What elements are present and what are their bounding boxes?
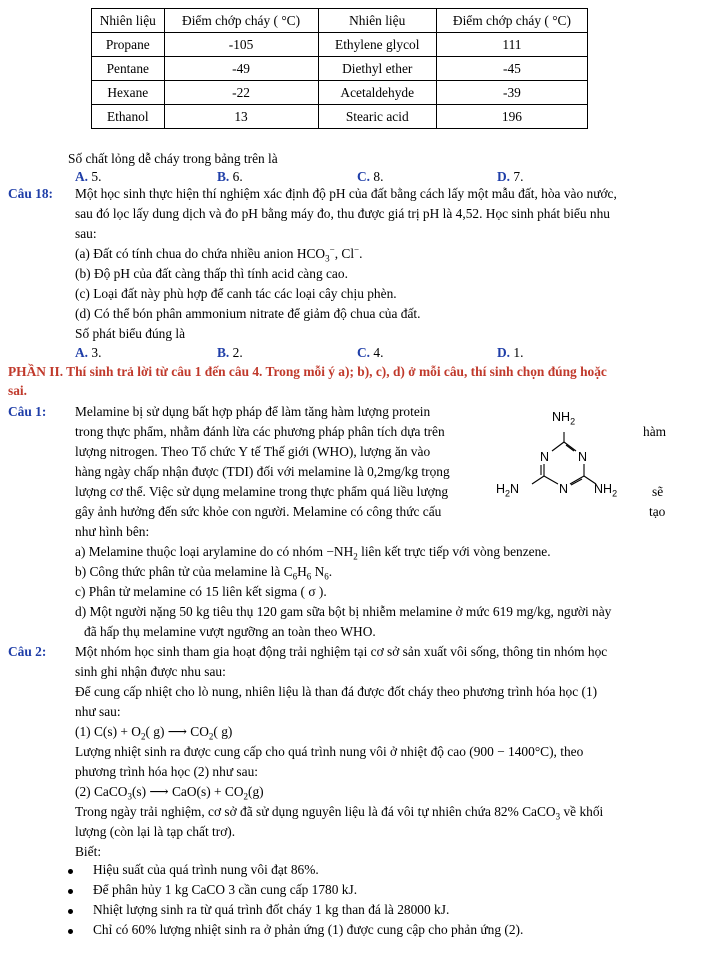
formula-sub: 6: [306, 571, 312, 582]
table-cell: Propane: [92, 33, 165, 57]
c2-bullet-item: Nhiệt lượng sinh ra từ quá trình đốt cháy 1 kg than đá là 28000 kJ.: [93, 902, 450, 917]
table-cell: -49: [164, 57, 318, 81]
formula-part: , Cl: [334, 246, 355, 261]
c1-side-word: tạo: [649, 504, 666, 519]
c1-side-word: hàm: [643, 424, 667, 439]
table-cell: Ethylene glycol: [318, 33, 436, 57]
formula-part: H: [297, 564, 307, 579]
c1-side-word: sẽ: [652, 484, 664, 499]
formula-sup: −: [354, 244, 360, 255]
formula-part: N: [311, 564, 325, 579]
c2-text-line: lượng (còn lại là tạp chất trơ).: [75, 824, 236, 839]
q18-text-line: sau đó lọc lấy dung dịch và đo pH bằng máy đo, thu được giá trị pH là 4,52. Học sinh phát biểu nhu: [75, 206, 610, 221]
equation-sub: 3: [127, 791, 132, 802]
table-row: [92, 57, 588, 81]
c2-text-line: Lượng nhiệt sinh ra được cung cấp cho quá trình nung vôi ở nhiệt độ cao (900 − 1400°C), theo: [75, 744, 584, 759]
equation-part: ( g) ⟶ CO: [145, 724, 209, 739]
table-cell: 13: [164, 105, 318, 129]
c1-text-line: lượng nitrogen. Theo Tổ chức Y tế Thế giới (WHO), lượng ăn vào: [75, 444, 431, 459]
option-b: [217, 169, 243, 184]
option-letter: C.: [357, 169, 371, 184]
c1-label: Câu 1:: [8, 404, 47, 419]
atom-label: H: [496, 482, 506, 496]
formula-part: .: [359, 246, 363, 261]
q18-statement-a: [75, 244, 363, 264]
option-c: [357, 169, 383, 184]
equation-part: (1) C(s) + O: [75, 724, 141, 739]
formula-part: .: [328, 564, 333, 579]
c2-text-line: Một nhóm học sinh tham gia hoạt động trải nghiệm tại cơ sở sản xuất vôi sống, thông tin nhóm học: [75, 644, 608, 659]
table-header-cell: Nhiên liệu: [318, 9, 436, 33]
table-header-cell: Điểm chớp cháy ( °C): [164, 9, 318, 33]
nh2-right-label: [594, 482, 618, 499]
c2-equation-2: [75, 784, 264, 802]
atom-label: NH: [552, 410, 571, 424]
option-d: [497, 169, 523, 184]
c2-bullet-item: Hiệu suất của quá trình nung vôi đạt 86%.: [93, 862, 319, 877]
c2-bullet-item: Chỉ có 60% lượng nhiệt sinh ra ở phản ứng (1) được cung cập cho phản ứng (2).: [93, 922, 524, 937]
option-a: [75, 169, 101, 184]
ring-n-right: N: [578, 450, 588, 464]
option-a: [75, 345, 101, 360]
c1-text-line: lượng cơ thể. Việc sử dụng melamine trong thực phẩm quá liều lượng: [75, 484, 449, 499]
formula-sub: 6: [292, 571, 298, 582]
h2n-left-label: [496, 482, 520, 499]
option-text: 2.: [232, 345, 243, 360]
table-cell: Acetaldehyde: [318, 81, 436, 105]
table-row: [92, 81, 588, 105]
option-text: 3.: [91, 345, 102, 360]
c1-text-line: như hình bên:: [75, 524, 150, 539]
q18-statement-c: (c) Loại đất này phù hợp để canh tác các loại cây chịu phèn.: [75, 286, 397, 301]
equation-sub: 2: [140, 731, 146, 742]
melamine-structure: [490, 406, 640, 506]
atom-label: N: [510, 482, 520, 496]
c2-text-line: như sau:: [75, 704, 121, 719]
option-letter: B.: [217, 169, 230, 184]
table-cell: -22: [164, 81, 318, 105]
q18-question: Số phát biểu đúng là: [75, 326, 186, 341]
c1-text-line: Melamine bị sử dụng bất hợp pháp để làm tăng hàm lượng protein: [75, 404, 431, 419]
table-cell: Pentane: [92, 57, 165, 81]
table-row: [92, 33, 588, 57]
c2-text-line: sinh ghi nhận được nhu sau:: [75, 664, 226, 679]
q18-statement-b: (b) Độ pH của đất càng thấp thì tính acid càng cao.: [75, 266, 348, 281]
option-letter: A.: [75, 169, 89, 184]
formula-part: HCO: [296, 246, 326, 261]
atom-label: NH: [594, 482, 613, 496]
formula-sub: 3: [325, 253, 330, 264]
bullet-dot: [68, 889, 73, 894]
formula-sup: −: [329, 244, 335, 255]
option-letter: C.: [357, 345, 371, 360]
flash-point-table: [91, 8, 588, 129]
option-c: [357, 345, 383, 360]
option-letter: D.: [497, 345, 511, 360]
option-text: 6.: [232, 169, 243, 184]
formula-sub: 3: [555, 811, 561, 822]
option-text: 7.: [513, 169, 524, 184]
atom-sub: 2: [612, 488, 618, 499]
equation-sub: 2: [208, 731, 214, 742]
part2-heading-cont: sai.: [8, 383, 27, 398]
part2-heading: PHẦN II. Thí sinh trả lời từ câu 1 đến câu 4. Trong mỗi ý a); b), c), d) ở mỗi câu, thí sinh chọn đúng hoặc: [8, 364, 607, 379]
c2-text-line: phương trình hóa học (2) như sau:: [75, 764, 258, 779]
bond-line: [544, 476, 558, 484]
c2-bullet-item: Để phân hủy 1 kg CaCO 3 cần cung cấp 1780 kJ.: [93, 882, 358, 897]
c2-text-line: Biết:: [75, 844, 102, 859]
table-header-cell: Điểm chớp cháy ( °C): [436, 9, 587, 33]
equation-part: (s) ⟶ CaO(s) + CO: [131, 784, 244, 799]
bond-line: [570, 476, 584, 484]
c1-statement-c: c) Phân tử melamine có 15 liên kết sigma ( σ ).: [75, 584, 327, 599]
option-letter: B.: [217, 345, 230, 360]
c1-statement-d-cont: đã hấp thụ melamine vượt ngưỡng an toàn theo WHO.: [84, 624, 376, 639]
c2-text-line: Để cung cấp nhiệt cho lò nung, nhiên liệu là than đá được đốt cháy theo phương trình hóa học (1): [75, 684, 598, 699]
formula: [296, 244, 363, 264]
table-header-row: [92, 9, 588, 33]
option-letter: D.: [497, 169, 511, 184]
table-cell: 196: [436, 105, 587, 129]
option-text: 5.: [91, 169, 102, 184]
formula-sub: 2: [353, 551, 358, 562]
q18-statement-d: (d) Có thể bón phân ammonium nitrate để giảm độ chua của đất.: [75, 306, 421, 321]
table-question: Số chất lỏng dễ cháy trong bảng trên là: [68, 151, 278, 166]
ring-n-left: N: [540, 450, 550, 464]
statement-text: a) Melamine thuộc loại arylamine do có nhóm −NH: [75, 544, 354, 559]
text-part: về khối: [560, 804, 604, 819]
formula-sub: 6: [324, 571, 329, 582]
table-cell: Hexane: [92, 81, 165, 105]
table-cell: -105: [164, 33, 318, 57]
c1-statement-b: [75, 564, 333, 582]
c1-text-line: trong thực phẩm, nhằm đánh lừa các phương pháp phân tích dựa trên: [75, 424, 445, 439]
table-row: [92, 105, 588, 129]
equation-part: (2) CaCO: [75, 784, 128, 799]
atom-sub: 2: [505, 488, 511, 499]
q18-label: Câu 18:: [8, 186, 54, 201]
equation-part: ( g): [213, 724, 233, 739]
equation-part: (g): [248, 784, 264, 799]
bullet-dot: [68, 909, 73, 914]
option-b: [217, 345, 243, 360]
statement-text: liên kết trực tiếp với vòng benzene.: [357, 544, 551, 559]
bond-line: [532, 476, 544, 484]
c2-equation-1: [75, 724, 233, 742]
bond-line: [552, 442, 564, 451]
c1-statement-a: [75, 544, 551, 562]
q18-text-line: Một học sinh thực hiện thí nghiệm xác định độ pH của đất bằng cách lấy một mẫu đất, hòa vào nước,: [75, 186, 617, 201]
option-d: [497, 345, 523, 360]
c1-statement-d: d) Một người nặng 50 kg tiêu thụ 120 gam sữa bột bị nhiễm melamine ở mức 619 mg/kg, người này: [75, 604, 612, 619]
ring-n-bottom: N: [559, 482, 569, 496]
table-cell: -45: [436, 57, 587, 81]
table-cell: Diethyl ether: [318, 57, 436, 81]
option-letter: A.: [75, 345, 89, 360]
option-text: 8.: [373, 169, 384, 184]
table-cell: 111: [436, 33, 587, 57]
c2-text-line: [75, 804, 604, 822]
equation-sub: 2: [243, 791, 248, 802]
c2-label: Câu 2:: [8, 644, 47, 659]
text-part: Trong ngày trải nghiệm, cơ sở đã sử dụng nguyên liệu là đá vôi tự nhiên chứa 82% CaCO: [75, 804, 556, 819]
statement-text: (a) Đất có tính chua do chứa nhiều anion: [75, 246, 294, 261]
table-header-cell: Nhiên liệu: [92, 9, 165, 33]
q18-text-line: sau:: [75, 226, 97, 241]
atom-sub: 2: [570, 416, 576, 427]
table-cell: -39: [436, 81, 587, 105]
statement-text: b) Công thức phân tử của melamine là C: [75, 564, 293, 579]
table-cell: Stearic acid: [318, 105, 436, 129]
nh2-top-label: [552, 410, 576, 427]
option-text: 1.: [513, 345, 524, 360]
c1-text-line: gây ảnh hưởng đến sức khỏe con người. Melamine có công thức cấu: [75, 504, 442, 519]
option-text: 4.: [373, 345, 384, 360]
bullet-dot: [68, 869, 73, 874]
table-cell: Ethanol: [92, 105, 165, 129]
c1-text-line: hàng ngày chấp nhận được (TDI) đối với melamine là 0,2mg/kg trọng: [75, 464, 450, 479]
bullet-dot: [68, 929, 73, 934]
bond-line: [564, 442, 576, 451]
